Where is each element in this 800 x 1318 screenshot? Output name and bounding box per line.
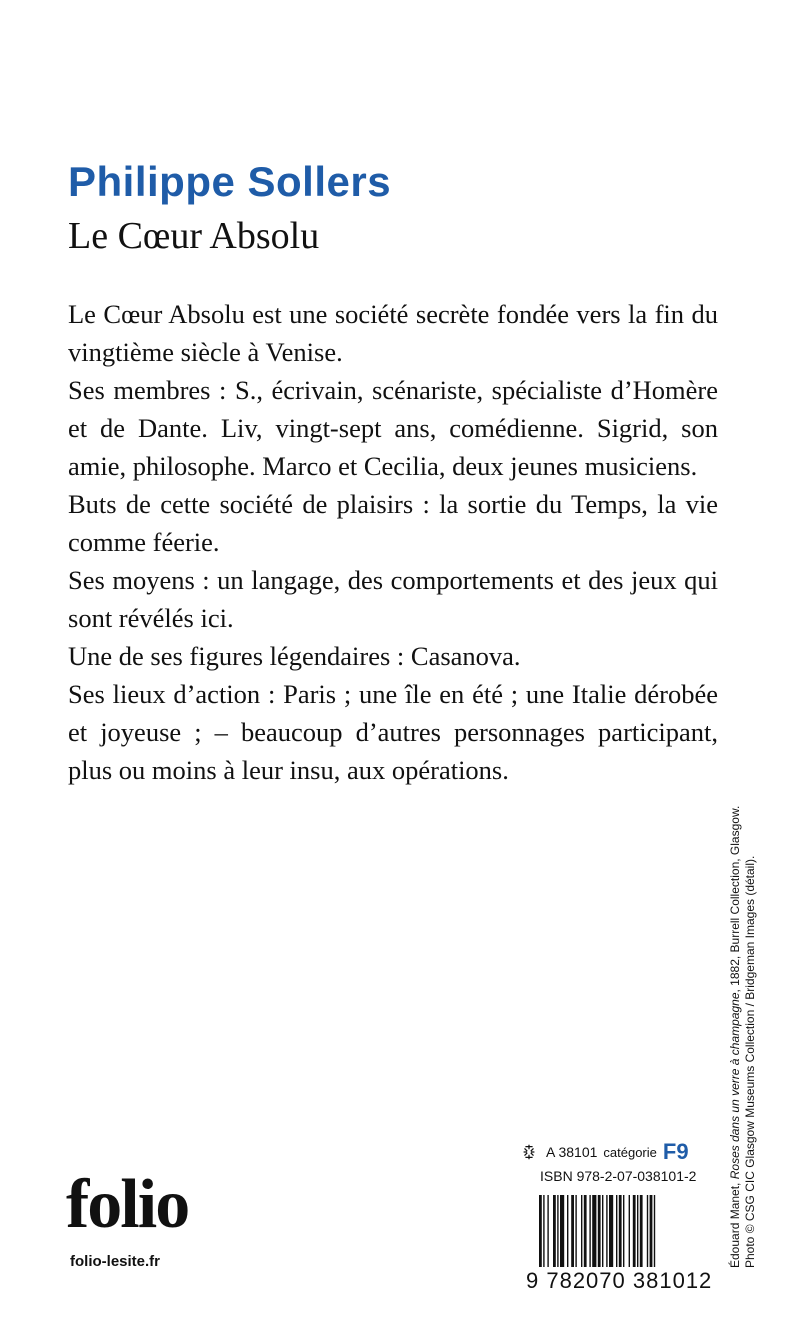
barcode-bar	[589, 1195, 590, 1267]
barcode-bar	[602, 1195, 603, 1267]
barcode-bar	[629, 1195, 630, 1267]
barcode-bar	[567, 1195, 568, 1267]
book-title: Le Cœur Absolu	[68, 215, 320, 257]
barcode-bar	[543, 1195, 544, 1267]
barcode-bar	[560, 1195, 564, 1267]
reference-code: A 38101	[546, 1144, 598, 1160]
blurb-paragraph: Ses lieux d’action : Paris ; une île en été ; une Italie dérobée et joyeuse ; – beaucoup d’autres personnages participant, plus ou moins à leur insu, aux opérations.	[68, 679, 718, 785]
blurb-paragraph: Buts de cette société de plaisirs : la sortie du Temps, la vie comme féerie.	[68, 489, 718, 557]
credit-line-2: Photo © CSG CIC Glasgow Museums Collection / Bridgeman Images (détail).	[743, 855, 757, 1268]
blurb-paragraph: Le Cœur Absolu est une société secrète fondée vers la fin du vingtième siècle à Venise.	[68, 299, 718, 367]
image-credit	[728, 688, 758, 1268]
blurb-paragraph: Une de ses figures légendaires : Casanova.	[68, 641, 521, 671]
credit-text: , 1882, Burrell Collection, Glasgow.	[728, 805, 742, 993]
barcode-bar	[592, 1195, 596, 1267]
barcode-bar	[616, 1195, 617, 1267]
category-label: catégorie	[603, 1144, 657, 1160]
barcode-bar	[547, 1195, 548, 1267]
catalog-codes	[520, 1140, 720, 1184]
barcode-bar	[619, 1195, 622, 1267]
isbn: ISBN 978-2-07-038101-2	[540, 1168, 697, 1184]
barcode-bar	[640, 1195, 643, 1267]
barcode-bar	[557, 1195, 558, 1267]
publisher-website: folio-lesite.fr	[70, 1253, 161, 1270]
back-cover-blurb	[68, 295, 718, 789]
barcode-bar	[650, 1195, 653, 1267]
barcode-bar	[623, 1195, 624, 1267]
sun-mark-icon	[520, 1143, 538, 1161]
blurb-paragraph: Ses membres : S., écrivain, scénariste, spécialiste d’Homère et de Dante. Liv, vingt-sept ans, comédienne. Sigrid, son amie, philosophe. Marco et Cecilia, deux jeunes musiciens.	[68, 375, 718, 481]
reference-line	[520, 1140, 720, 1164]
barcode-bar	[609, 1195, 613, 1267]
barcode-digits: 9 782070 381012	[526, 1268, 713, 1293]
credit-artwork-title: Roses dans un verre à champagne	[728, 992, 742, 1180]
barcode-bar	[598, 1195, 601, 1267]
credit-line-1	[728, 688, 743, 1268]
barcode-bar	[575, 1195, 576, 1267]
barcode-bar	[647, 1195, 648, 1267]
category-code: F9	[662, 1139, 689, 1164]
barcode-bar	[581, 1195, 582, 1267]
folio-logo: folio	[66, 1166, 189, 1243]
barcode	[537, 1195, 722, 1275]
barcode-bar	[571, 1195, 574, 1267]
barcode-bar	[606, 1195, 607, 1267]
barcode-bar	[553, 1195, 556, 1267]
barcode-bar	[584, 1195, 587, 1267]
author-name: Philippe Sollers	[68, 158, 392, 205]
barcode-bar	[539, 1195, 542, 1267]
credit-text: Édouard Manet,	[728, 1179, 742, 1268]
barcode-bar	[654, 1195, 655, 1267]
blurb-paragraph: Ses moyens : un langage, des comportements et des jeux qui sont révélés ici.	[68, 565, 718, 633]
barcode-bar	[633, 1195, 636, 1267]
barcode-bar	[637, 1195, 638, 1267]
